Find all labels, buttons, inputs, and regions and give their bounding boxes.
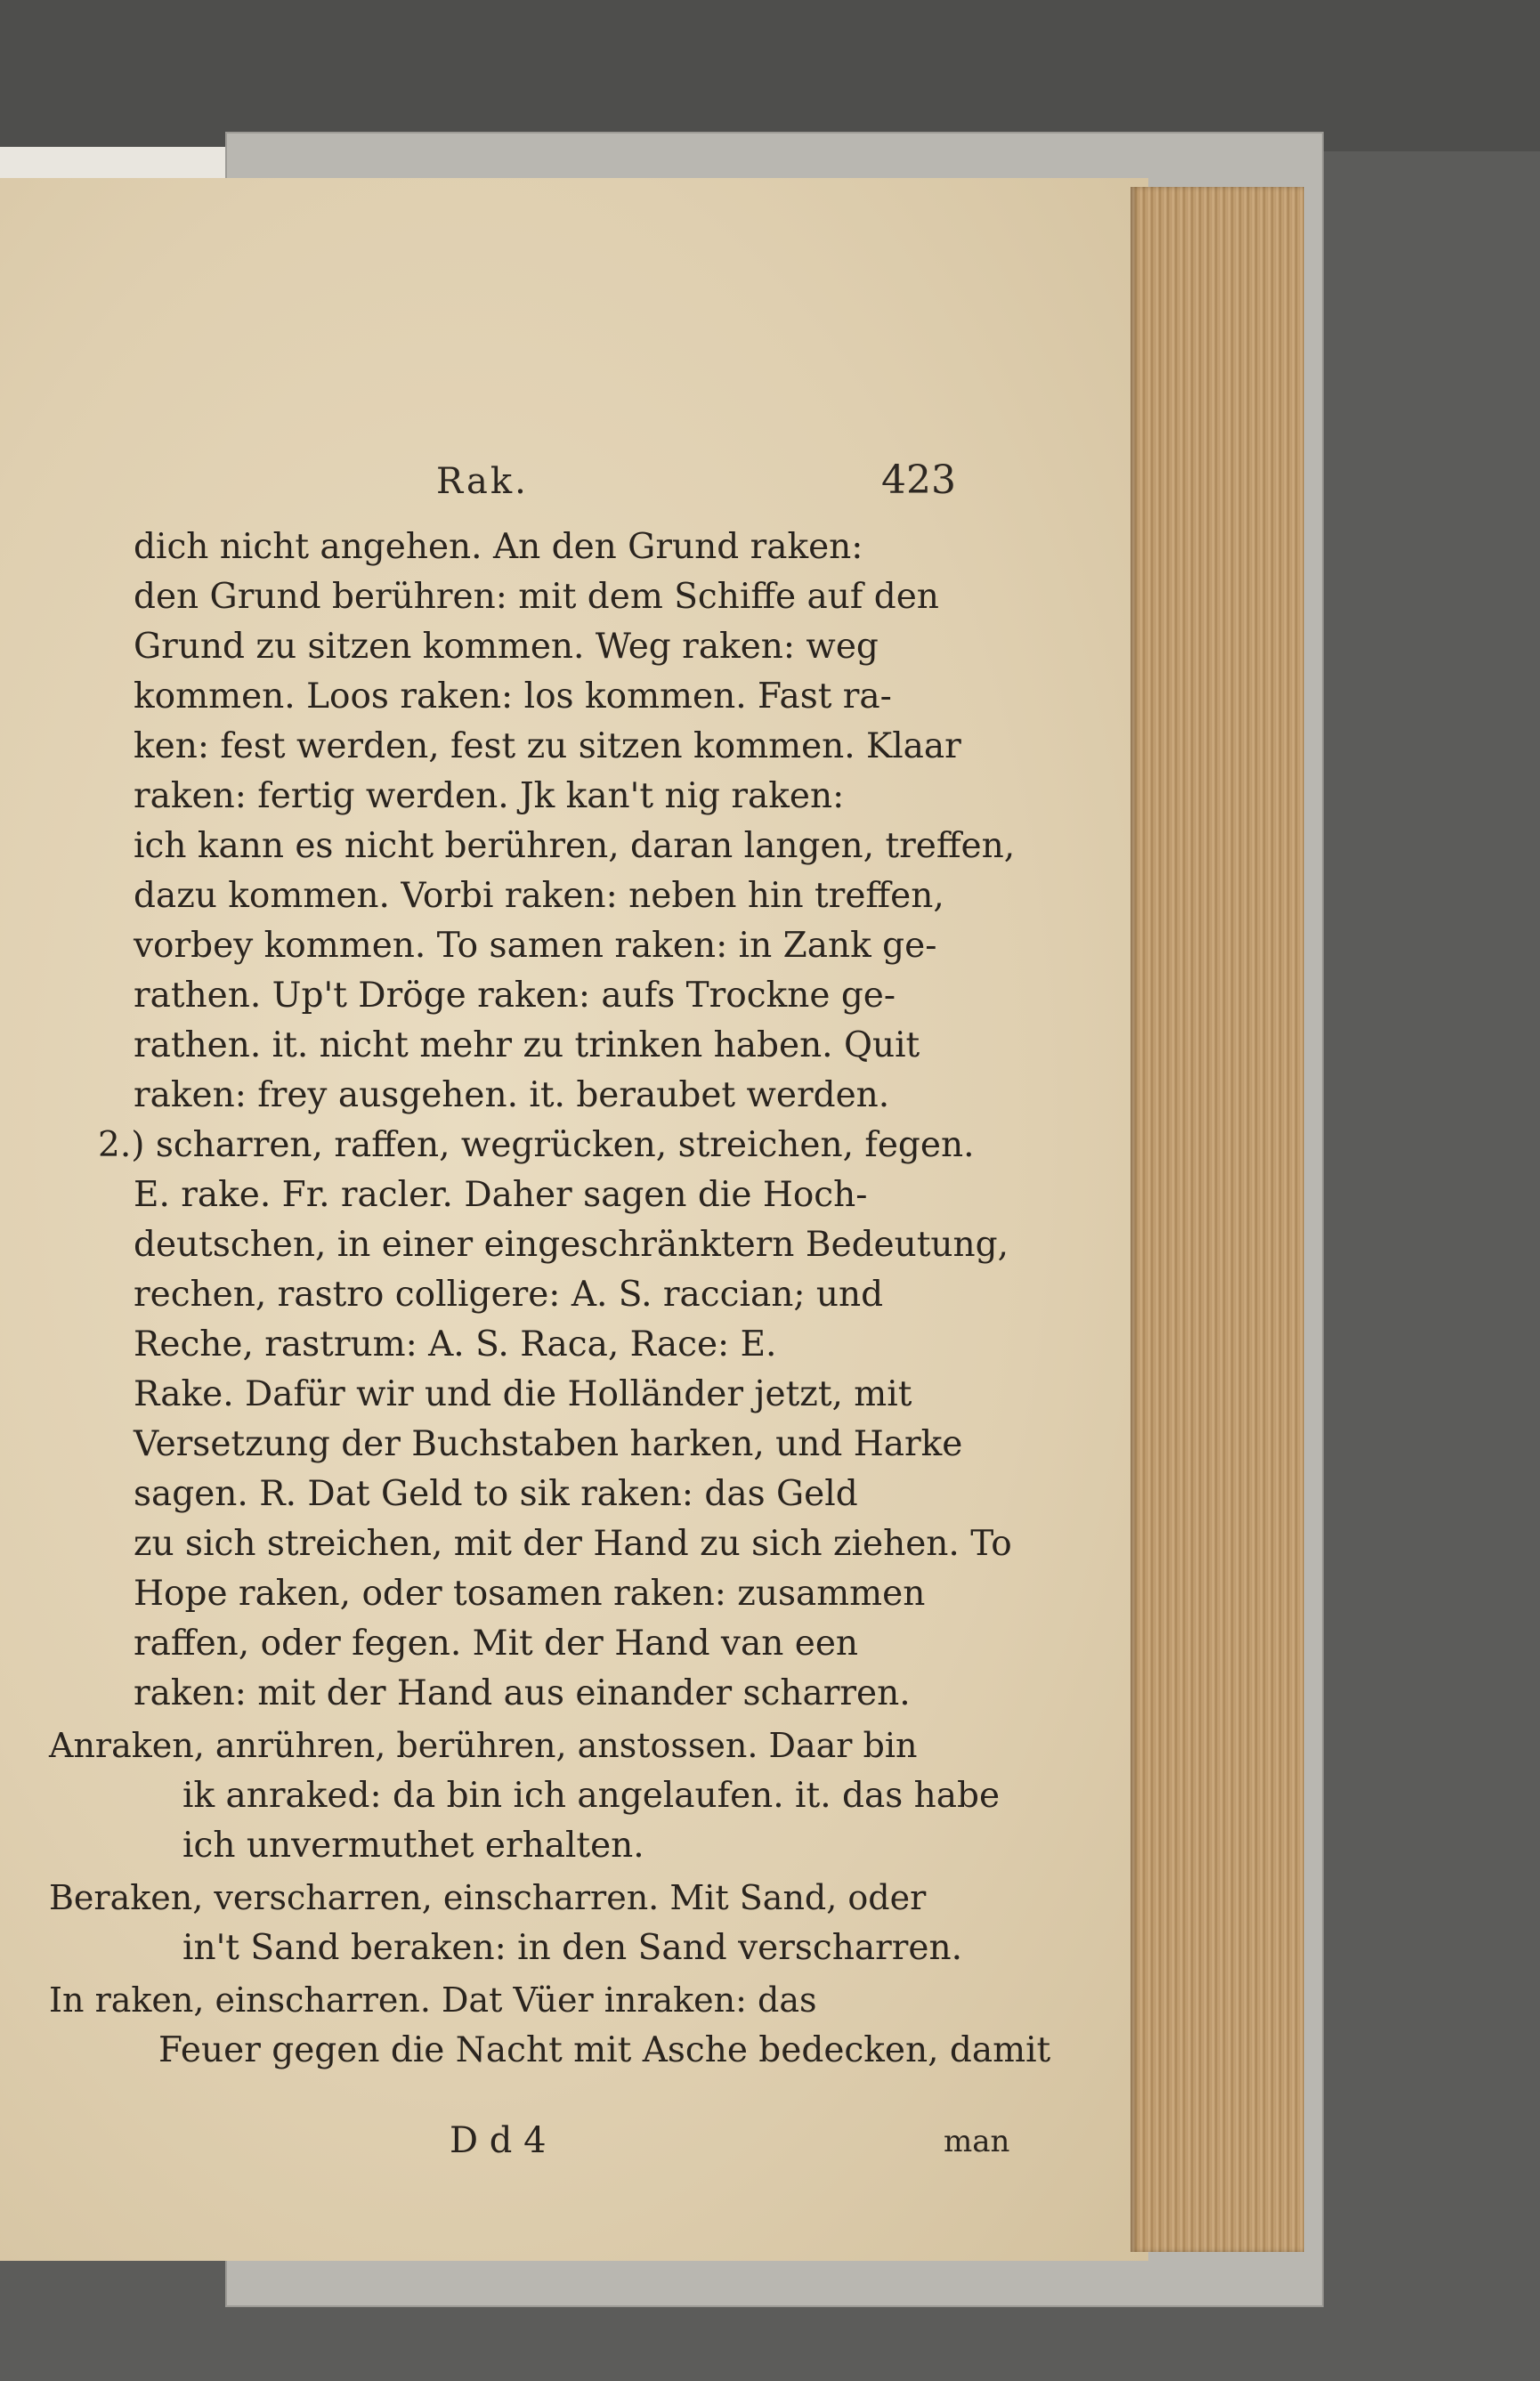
text-line: ik anraked: da bin ich angelaufen. it. das habe: [182, 1776, 1001, 1816]
text-line: vorbey kommen. To samen raken: in Zank ge-: [134, 926, 937, 966]
text-line: deutschen, in einer eingeschränktern Bedeutung,: [134, 1225, 1009, 1265]
text-line: Versetzung der Buchstaben harken, und Harke: [134, 1424, 963, 1464]
text-line: rechen, rastro colligere: A. S. raccian; und: [134, 1275, 884, 1315]
text-line: raken: fertig werden. Jk kan't nig raken:: [134, 776, 845, 816]
text-line: in't Sand beraken: in den Sand verscharren.: [182, 1928, 962, 1968]
text-line: raken: mit der Hand aus einander scharren.: [134, 1673, 911, 1713]
text-line: In raken, einscharren. Dat Vüer inraken: das: [49, 1980, 817, 2020]
catchword: man: [944, 2124, 1010, 2159]
text-line: rathen. Up't Dröge raken: aufs Trockne ge-: [134, 976, 896, 1016]
text-line: ich unvermuthet erhalten.: [182, 1826, 644, 1866]
text-line: Rake. Dafür wir und die Holländer jetzt, mit: [134, 1374, 912, 1414]
text-line: den Grund berühren: mit dem Schiffe auf den: [134, 577, 939, 617]
text-line: Hope raken, oder tosamen raken: zusammen: [134, 1574, 926, 1614]
text-line: Grund zu sitzen kommen. Weg raken: weg: [134, 627, 879, 667]
book-page: [0, 178, 1148, 2261]
text-line: rathen. it. nicht mehr zu trinken haben. Quit: [134, 1025, 920, 1065]
running-head: Rak.: [436, 461, 529, 502]
text-line: Feuer gegen die Nacht mit Asche bedecken, damit: [158, 2030, 1051, 2070]
text-line: Reche, rastrum: A. S. Raca, Race: E.: [134, 1324, 777, 1365]
text-line: dazu kommen. Vorbi raken: neben hin treffen,: [134, 876, 944, 916]
text-line: Anraken, anrühren, berühren, anstossen. Daar bin: [49, 1726, 918, 1765]
text-line: kommen. Loos raken: los kommen. Fast ra-: [134, 676, 892, 717]
text-line: Beraken, verscharren, einscharren. Mit Sand, oder: [49, 1878, 927, 1917]
text-line: E. rake. Fr. racler. Daher sagen die Hoch-: [134, 1175, 868, 1215]
signature-mark: D d 4: [450, 2120, 547, 2161]
background-top: [0, 0, 1540, 151]
text-line: ken: fest werden, fest zu sitzen kommen. Klaar: [134, 726, 961, 766]
page-footer: [0, 2120, 1148, 2174]
page-stack-edge: [1131, 187, 1304, 2252]
text-line: ich kann es nicht berühren, daran langen, treffen,: [134, 826, 1016, 866]
text-line: sagen. R. Dat Geld to sik raken: das Geld: [134, 1474, 858, 1514]
text-line: raffen, oder fegen. Mit der Hand van een: [134, 1624, 859, 1664]
text-line: raken: frey ausgehen. it. beraubet werden.: [134, 1075, 890, 1115]
page-header: [0, 458, 1148, 514]
text-line: 2.) scharren, raffen, wegrücken, streichen, fegen.: [98, 1125, 975, 1165]
page-number: 423: [881, 458, 956, 503]
text-line: zu sich streichen, mit der Hand zu sich ziehen. To: [134, 1524, 1012, 1564]
text-line: dich nicht angehen. An den Grund raken:: [134, 527, 863, 567]
